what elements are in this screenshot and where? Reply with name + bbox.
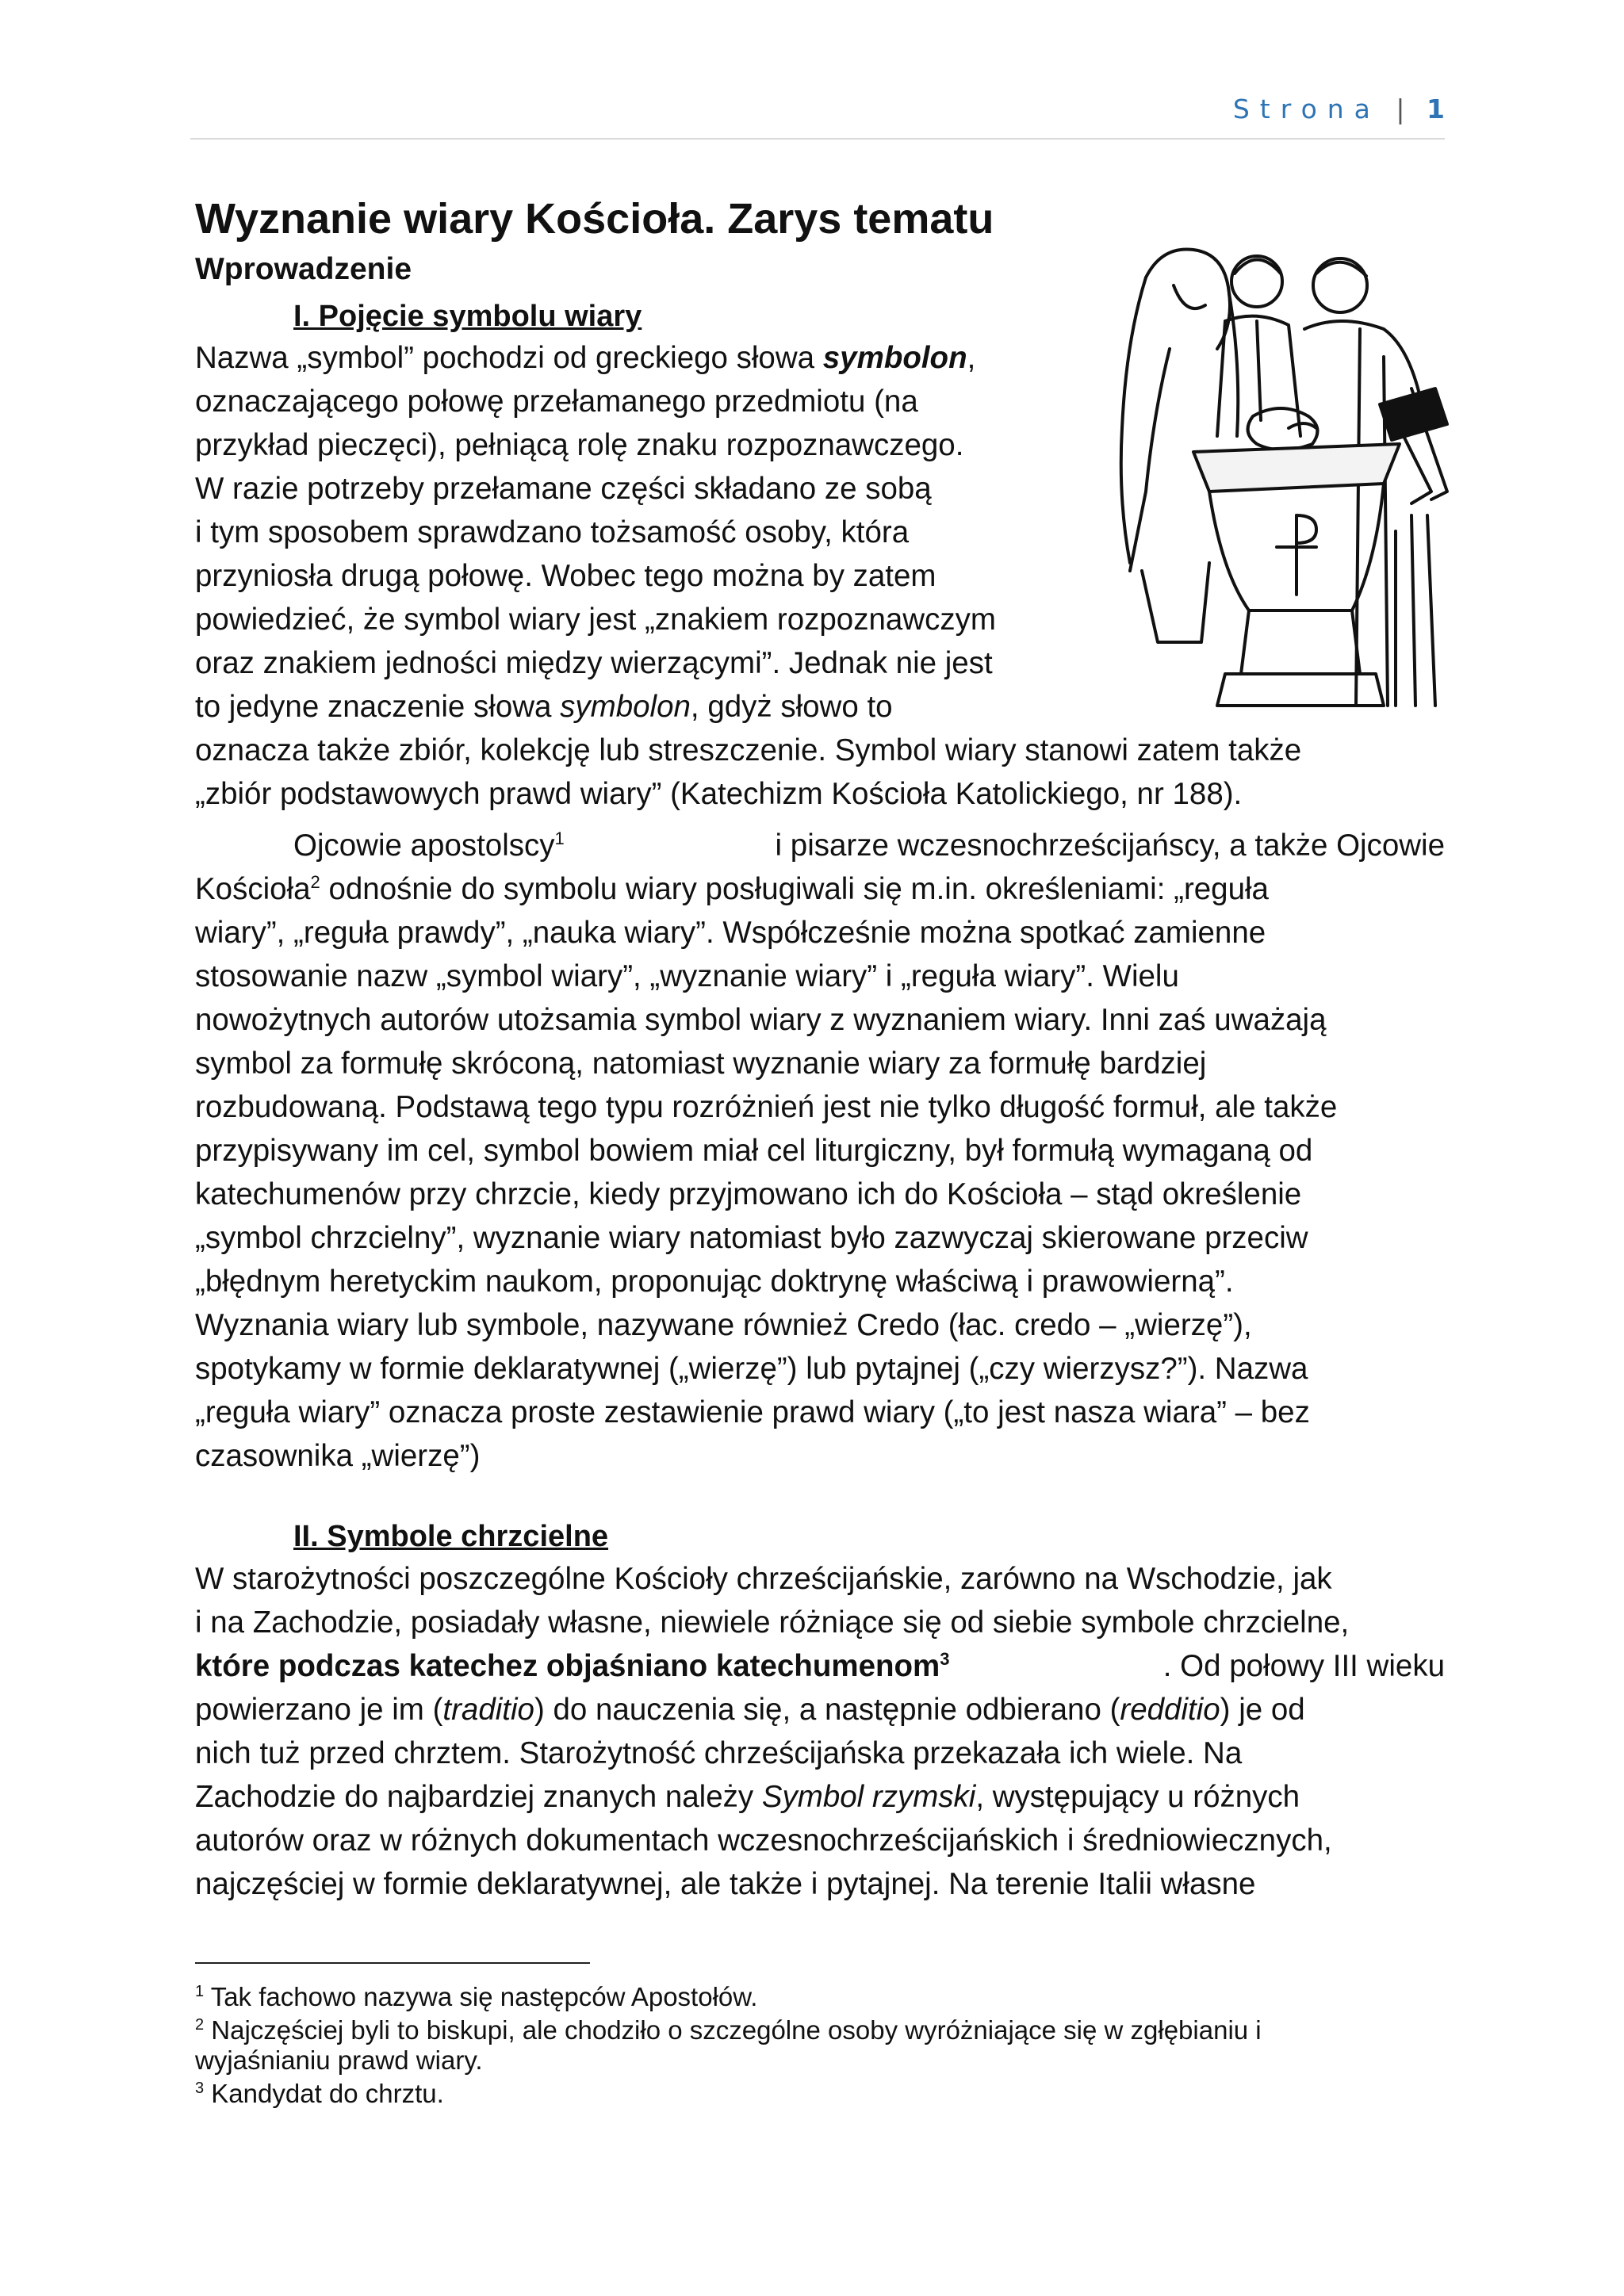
document-title: Wyznanie wiary Kościoła. Zarys tematu (195, 195, 994, 243)
paragraph-line: W starożytności poszczególne Kościoły chrześcijańskie, zarówno na Wschodzie, jak (195, 1562, 1332, 1596)
paragraph-line: Nazwa „symbol” pochodzi od greckiego słowa symbolon, (195, 341, 976, 375)
paragraph-line: stosowanie nazw „symbol wiary”, „wyznanie wiary” i „reguła wiary”. Wielu (195, 959, 1179, 993)
paragraph-line: i tym sposobem sprawdzano tożsamość osoby, która (195, 515, 910, 549)
header-separator: | (1396, 94, 1405, 124)
paragraph-line: nich tuż przed chrztem. Starożytność chrześcijańska przekazała ich wiele. Na (195, 1736, 1243, 1770)
paragraph-line: Kościoła$^2$ odnośnie do symbolu wiary posługiwali się m.in. określeniami: „reguła (195, 872, 1269, 906)
paragraph-line: autorów oraz w różnych dokumentach wczesnochrześcijańskich i średniowiecznych, (195, 1823, 1332, 1858)
section-heading-1: I. Pojęcie symbolu wiary (293, 300, 642, 333)
paragraph-line: symbol za formułę skróconą, natomiast wyznanie wiary za formułę bardziej (195, 1047, 1207, 1081)
paragraph-line: Ojcowie apostolscy$^1$ i pisarze wczesnochrześcijańscy, a także Ojcowie (293, 828, 1445, 863)
paragraph-line: Wyznania wiary lub symbole, nazywane również Credo (łac. credo – „wierzę”), (195, 1308, 1252, 1342)
footnote: $^3$ Kandydat do chrztu. (195, 2079, 444, 2108)
paragraph-line: czasownika „wierzę”) (195, 1439, 481, 1473)
paragraph-line: i na Zachodzie, posiadały własne, niewiele różniące się od siebie symbole chrzcielne, (195, 1605, 1350, 1640)
paragraph-line: „reguła wiary” oznacza proste zestawienie prawd wiary („to jest nasza wiara” – bez (195, 1395, 1310, 1429)
paragraph-line: „błędnym heretyckim naukom, proponując doktrynę właściwą i prawowierną”. (195, 1265, 1234, 1299)
footnote-continuation: wyjaśnianiu prawd wiary. (195, 2045, 483, 2075)
paragraph-line: przyniosła drugą połowę. Wobec tego można by zatem (195, 559, 936, 593)
paragraph-line: nowożytnych autorów utożsamia symbol wiary z wyznaniem wiary. Inni zaś uważają (195, 1003, 1327, 1037)
section-heading-2: II. Symbole chrzcielne (293, 1520, 609, 1553)
paragraph-line: spotykamy w formie deklaratywnej („wierzę”) lub pytajnej („czy wierzysz?”). Nazwa (195, 1352, 1308, 1386)
paragraph-line: rozbudowaną. Podstawą tego typu rozróżnień jest nie tylko długość formuł, ale także (195, 1090, 1338, 1124)
paragraph-line: oraz znakiem jedności między wierzącymi”. Jednak nie jest (195, 646, 993, 680)
paragraph-line: najczęściej w formie deklaratywnej, ale także i pytajnej. Na terenie Italii własne (195, 1867, 1256, 1901)
page-number-label (1233, 94, 1445, 124)
paragraph-line: przykład pieczęci), pełniącą rolę znaku rozpoznawczego. (195, 428, 964, 462)
paragraph-line: to jedyne znaczenie słowa symbolon, gdyż słowo to (195, 690, 893, 724)
paragraph-line: które podczas katechez objaśniano katechumenom$^3$ . Od połowy III wieku (195, 1649, 1445, 1683)
paragraph-line: oznaczającego połowę przełamanego przedmiotu (na (195, 385, 918, 419)
paragraph-line: Zachodzie do najbardziej znanych należy Symbol rzymski, występujący u różnych (195, 1780, 1300, 1814)
paragraph-line: „zbiór podstawowych prawd wiary” (Katechizm Kościoła Katolickiego, nr 188). (195, 777, 1243, 811)
footnote-separator (195, 1962, 590, 1964)
document-subtitle: Wprowadzenie (195, 252, 412, 286)
paragraph-line: powierzano je im (traditio) do nauczenia się, a następnie odbierano (redditio) je od (195, 1693, 1305, 1727)
paragraph-line: wiary”, „reguła prawdy”, „nauka wiary”. Współcześnie można spotkać zamienne (195, 916, 1266, 950)
paragraph-line: przypisywany im cel, symbol bowiem miał cel liturgiczny, był formułą wymaganą od (195, 1134, 1313, 1168)
baptism-illustration (1098, 230, 1455, 714)
header-label: Strona (1232, 94, 1381, 124)
page-header (190, 94, 1445, 140)
footnote: $^2$ Najczęściej byli to biskupi, ale chodziło o szczególne osoby wyróżniające się w zgłębianiu i (195, 2015, 1262, 2045)
paragraph-line: katechumenów przy chrzcie, kiedy przyjmowano ich do Kościoła – stąd określenie (195, 1177, 1302, 1211)
paragraph-line: oznacza także zbiór, kolekcję lub streszczenie. Symbol wiary stanowi zatem także (195, 733, 1302, 767)
paragraph-line: W razie potrzeby przełamane części składano ze sobą (195, 472, 932, 506)
paragraph-line: powiedzieć, że symbol wiary jest „znakiem rozpoznawczym (195, 603, 996, 637)
paragraph-line: „symbol chrzcielny”, wyznanie wiary natomiast było zazwyczaj skierowane przeciw (195, 1221, 1308, 1255)
footnote: $^1$ Tak fachowo nazywa się następców Apostołów. (195, 1982, 758, 2011)
page-number: 1 (1427, 94, 1445, 124)
